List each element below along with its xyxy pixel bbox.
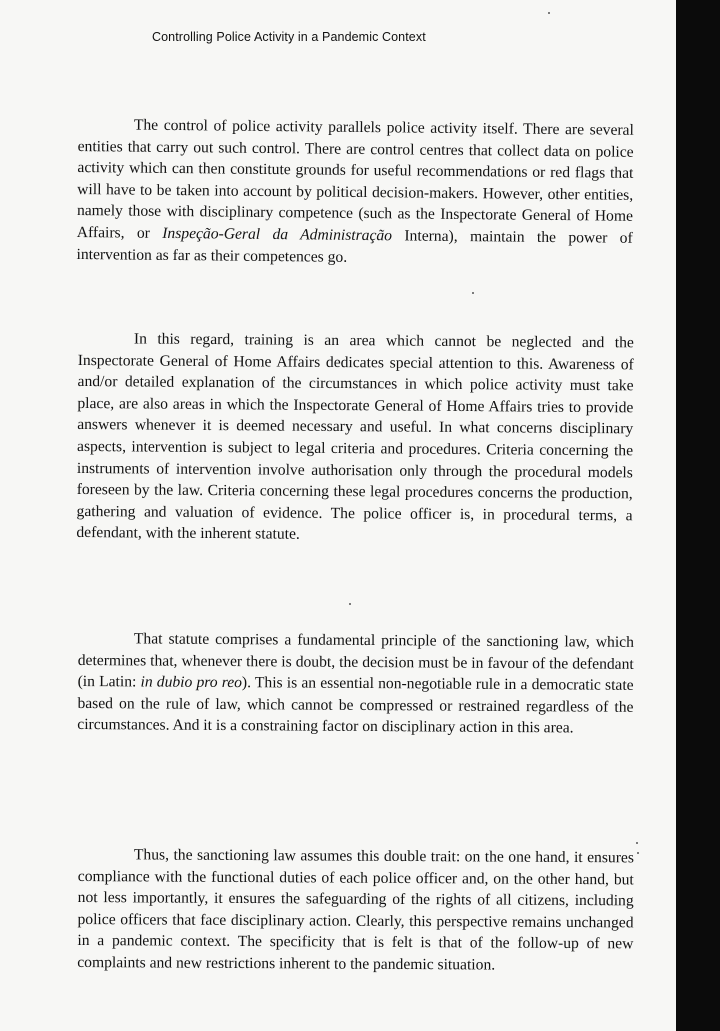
text-run: ). This is an essential non-negotiable rule in a democratic state based on the rule of law, which cannot be compressed or restrained regardless of the circumstances. And it is a constraining factor on disciplinary action in this area. [77,673,634,737]
scan-speck [349,603,351,605]
text-run: Thus, the sanctioning law assumes this double trait: on the one hand, it ensures compliance with the functional duties of each police officer and, on the other hand, but not less importantly, it ensures the safeguarding of the rights of all citizens, including police officers that face disciplinary action. Clearly, this perspective remains unchanged in a pandemic context. The specificity that is felt is that of the follow-up of new complaints and new restrictions inherent to the pandemic situation. [77,845,634,974]
italic-run: Inspeção-Geral da Administração [162,224,393,244]
paragraph-2 [76,328,634,548]
text-run: In this regard, training is an area which cannot be neglected and the Inspectorate General of Home Affairs dedicates special attention to this. Awareness of and/or detailed explanation of the circumstances in which police activity must take place, are also areas in which the Inspectorate General of Home Affairs tries to provide answers whenever it is deemed necessary and useful. In what concerns disciplinary aspects, intervention is subject to legal criteria and procedures. Criteria concerning the instruments of intervention involve authorisation only through the procedural models foreseen by the law. Criteria concerning these legal procedures concerns the production, gathering and valuation of evidence. The police officer is, in procedural terms, a defendant, with the inherent statute. [76,330,634,543]
italic-run: in dubio pro reo [140,673,243,691]
scan-speck [548,12,550,14]
scan-speck [472,292,474,294]
scan-speck [637,852,639,854]
paragraph-4 [77,844,634,977]
running-header: Controlling Police Activity in a Pandemic Context [152,30,426,44]
scan-speck [636,842,638,844]
text-run: The control of police activity parallels police activity itself. There are several entities that carry out such control. There are control centres that collect data on police activity which can then constitute grounds for useful recommendations or red flags that will have to be taken into account by political decision-makers. However, other entities, namely those with disciplinary competence (such as the Inspectorate General of Home Affairs, or [76,116,634,242]
paragraph-3 [77,628,634,740]
text-run: Interna), maintain the power of intervention as far as their competences go. [76,226,633,265]
paragraph-1 [76,114,634,271]
text-run: That statute comprises a fundamental principle of the sanctioning law, which determines that, whenever there is doubt, the decision must be in favour of the defendant (in Latin: [77,629,634,691]
scan-dark-edge [676,0,720,1031]
